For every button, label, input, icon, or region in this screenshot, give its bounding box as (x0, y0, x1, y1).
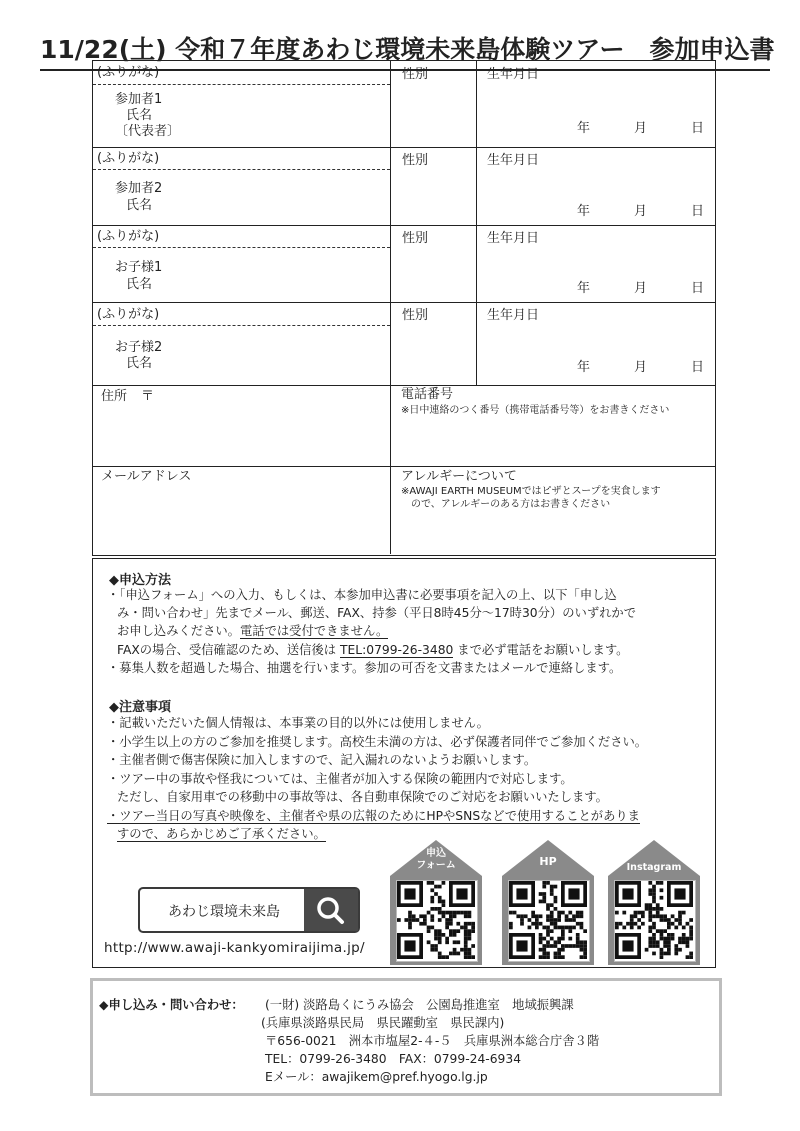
day-label: 日 (691, 281, 705, 296)
contact-heading: ◆申し込み・問い合わせ： (99, 998, 244, 1012)
gender-label: 性別 (402, 308, 429, 323)
qr-pattern (397, 881, 475, 959)
phone-label: 電話番号 (401, 387, 454, 402)
notes-text: ・主催者側で傷害保険に加入しますので、記入漏れのないようお願いします。 (107, 753, 537, 767)
address-label: 住所 〒 (101, 389, 155, 404)
allergy-note: ※AWAJI EARTH MUSEUMではピザとスープを実食します (401, 486, 661, 497)
search-label: あわじ環境未来島 (168, 904, 280, 920)
furigana-separator (93, 84, 390, 85)
dob-label: 生年月日 (487, 308, 540, 323)
name-label: 氏名 (126, 198, 153, 213)
notes-heading: ◆注意事項 (109, 700, 171, 715)
qr-pattern (615, 881, 693, 959)
furigana-label: (ふりがな) (97, 307, 160, 322)
furigana-separator (93, 325, 390, 326)
participant-label: 参加者2 (115, 181, 163, 196)
apply-text: ・募集人数を超過した場合、抽選を行います。参加の可否を文書またはメールで連絡します。 (107, 661, 622, 675)
representative-label: 〔代表者〕 (115, 124, 181, 139)
divider (390, 385, 391, 554)
application-form (92, 60, 716, 556)
qr-code (508, 880, 590, 962)
allergy-note: ので、アレルギーのある方はお書きください (411, 499, 611, 510)
year-label: 年 (577, 121, 591, 136)
qr-homepage[interactable] (502, 840, 594, 965)
notes-text: すので、あらかじめご了承ください。 (117, 827, 326, 841)
furigana-separator (93, 169, 390, 170)
month-label: 月 (634, 121, 648, 136)
apply-text: ・「申込フォーム」への入力、もしくは、本参加申込書に必要事項を記入の上、以下「申し込 (107, 588, 617, 602)
notes-text: ただし、自家用車での移動中の事故等は、各自動車保険でのご対応をお願いいたします。 (117, 790, 608, 804)
furigana-separator (93, 247, 390, 248)
search-button[interactable] (304, 889, 358, 931)
contact-email[interactable]: Eメール：awajikem@pref.hyogo.lg.jp (265, 1070, 488, 1084)
qr-code (396, 880, 478, 962)
divider (93, 225, 715, 226)
qr-apply-form[interactable] (390, 840, 482, 965)
website-url[interactable]: http://www.awaji-kankyomiraijima.jp/ (104, 940, 365, 956)
divider (476, 61, 477, 385)
dob-label: 生年月日 (487, 231, 540, 246)
divider (390, 61, 391, 385)
qr-caption: 申込 (426, 848, 446, 859)
divider (93, 147, 715, 148)
dob-label: 生年月日 (487, 153, 540, 168)
day-label: 日 (691, 204, 705, 219)
year-label: 年 (577, 360, 591, 375)
year-label: 年 (577, 281, 591, 296)
contact-address: 〒656-0021 洲本市塩屋2-４-５ 兵庫県洲本総合庁舎３階 (265, 1034, 600, 1048)
contact-org: (一財) 淡路島くにうみ協会 公園島推進室 地域振興課 (265, 998, 574, 1012)
participant-label: 参加者1 (115, 92, 163, 107)
day-label: 日 (691, 121, 705, 136)
month-label: 月 (634, 360, 648, 375)
divider (93, 302, 715, 303)
gender-label: 性別 (402, 231, 429, 246)
contact-phone: TEL：0799-26-3480 FAX：0799-24-6934 (265, 1052, 522, 1066)
contact-box (90, 978, 722, 1096)
contact-dept: (兵庫県淡路県民局 県民躍動室 県民課内) (261, 1016, 505, 1030)
apply-text: お申し込みください。電話では受付できません。 (117, 624, 389, 638)
qr-caption: フォーム (416, 860, 456, 871)
email-label: メールアドレス (101, 469, 192, 484)
name-label: 氏名 (126, 277, 153, 292)
notes-text: ・ツアー中の事故や怪我については、主催者が加入する保険の範囲内で対応します。 (107, 772, 573, 786)
gender-label: 性別 (402, 153, 429, 168)
allergy-label: アレルギーについて (401, 469, 517, 484)
qr-code (614, 880, 696, 962)
gender-label: 性別 (402, 67, 429, 82)
year-label: 年 (577, 204, 591, 219)
name-label: 氏名 (126, 108, 153, 123)
search-icon (304, 889, 358, 931)
month-label: 月 (634, 281, 648, 296)
search-box[interactable] (138, 887, 360, 933)
phone-note: ※日中連絡のつく番号（携帯電話番号等）をお書きください (401, 405, 670, 416)
notes-text: ・ツアー当日の写真や映像を、主催者や県の広報のためにHPやSNSなどで使用することがありま (107, 809, 640, 823)
month-label: 月 (634, 204, 648, 219)
furigana-label: (ふりがな) (97, 65, 160, 80)
dob-label: 生年月日 (487, 67, 540, 82)
notes-text: ・記載いただいた個人情報は、本事業の目的以外には使用しません。 (107, 716, 489, 730)
page-title: 11/22(土) 令和７年度あわじ環境未来島体験ツアー 参加申込書 (40, 30, 770, 71)
apply-text: FAXの場合、受信確認のため、送信後は TEL:0799-26-3480 まで必ず電話をお願いします。 (117, 643, 629, 657)
divider (93, 466, 715, 467)
qr-caption: HP (539, 855, 557, 868)
qr-caption: Instagram (626, 862, 682, 873)
furigana-label: (ふりがな) (97, 151, 160, 166)
day-label: 日 (691, 360, 705, 375)
apply-heading: ◆申込方法 (109, 573, 171, 588)
notes-text: ・小学生以上の方のご参加を推奨します。高校生未満の方は、必ず保護者同伴でご参加ください。 (107, 735, 648, 749)
apply-text: み・問い合わせ」先までメール、郵送、FAX、持参（平日8時45分～17時30分）のいずれかで (117, 606, 637, 620)
furigana-label: (ふりがな) (97, 229, 160, 244)
participant-label: お子様1 (115, 260, 163, 275)
name-label: 氏名 (126, 356, 153, 371)
qr-pattern (509, 881, 587, 959)
qr-instagram[interactable] (608, 840, 700, 965)
participant-label: お子様2 (115, 340, 163, 355)
